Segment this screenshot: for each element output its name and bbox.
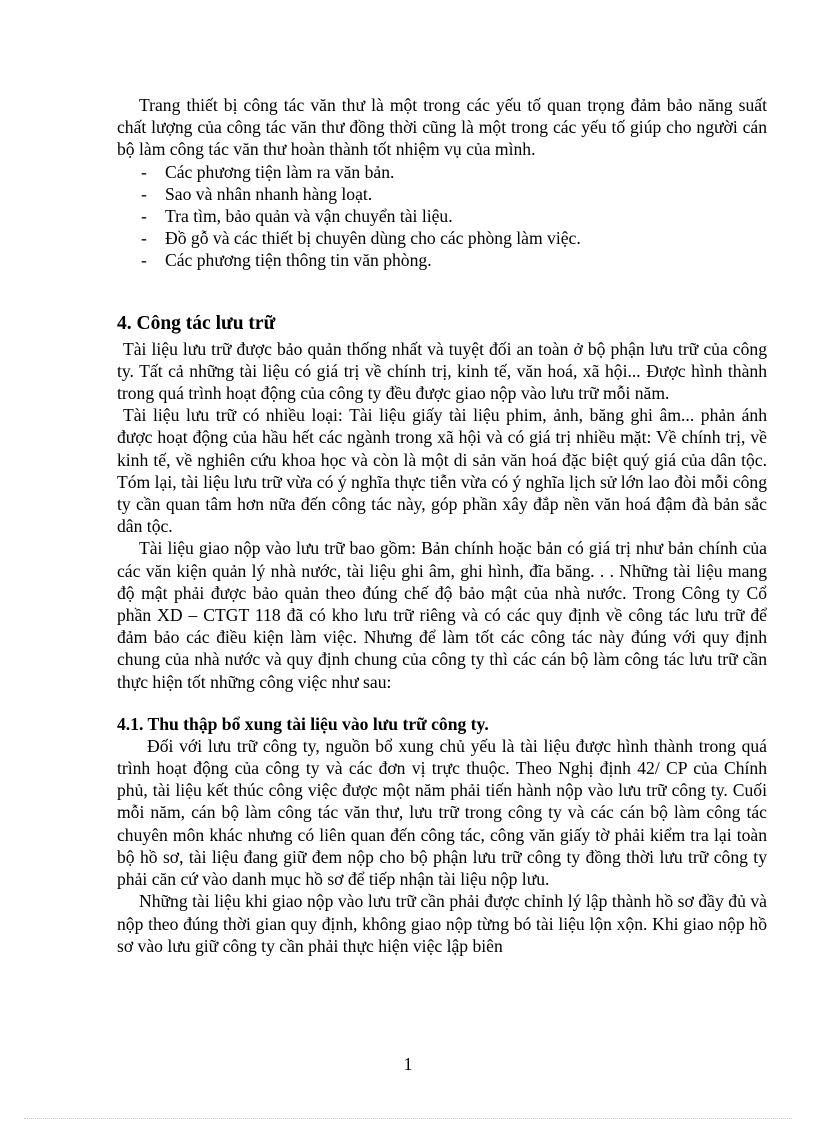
list-item [117, 183, 767, 205]
list-marker: - [141, 161, 147, 182]
list-item-text: Các phương tiện thông tin văn phòng. [165, 250, 432, 271]
page-number: 1 [403, 1054, 413, 1074]
list-item-text: Sao và nhân nhanh hàng loạt. [165, 183, 373, 204]
list-item [117, 161, 767, 183]
footer-divider [24, 1118, 792, 1119]
section-4-1-heading: 4.1. Thu thập bổ xung tài liệu vào lưu trữ công ty. [117, 713, 489, 734]
section-4-paragraph-1: Tài liệu lưu trữ được bảo quản thống nhất và tuyệt đối an toàn ở bộ phận lưu trữ của công ty. Tất cả những tài liệu có giá trị về chính trị, kinh tế, văn hoá, xã hội... Được hình thành trong quá trình hoạt động của công ty đều được giao nộp vào lưu trữ mỗi năm. [117, 338, 767, 404]
section-4-1-paragraph-2: Những tài liệu khi giao nộp vào lưu trữ cần phải được chỉnh lý lập thành hồ sơ đầy đủ và nộp theo đúng thời gian quy định, không giao nộp từng bó tài liệu lộn xộn. Khi giao nộp hồ sơ vào lưu giữ công ty cần phải thực hiện việc lập biên [117, 891, 767, 956]
section-4-paragraph-2: Tài liệu lưu trữ có nhiều loại: Tài liệu giấy tài liệu phim, ảnh, băng ghi âm... phản ánh được hoạt động của hầu hết các ngành trong xã hội và có giá trị nhiều mặt: Về chính trị, về kinh tế, về nghiên cứu khoa học và còn là một di sản văn hoá đặc biệt quý giá của dân tộc. Tóm lại, tài liệu lưu trữ vừa có ý nghĩa thực tiễn vừa có ý nghĩa lịch sử lớn lao đòi mỗi công ty cần quan tâm hơn nữa đến công tác này, góp phần xây đắp nền văn hoá đậm đà bản sắc dân tộc. [117, 405, 767, 537]
intro-paragraph: Trang thiết bị công tác văn thư là một trong các yếu tố quan trọng đảm bảo năng suất chất lượng của công tác văn thư đồng thời cũng là một trong các yếu tố giúp cho người cán bộ làm công tác văn thư hoàn thành tốt nhiệm vụ của mình. [117, 95, 767, 160]
equipment-list [117, 161, 767, 272]
list-marker: - [141, 250, 147, 271]
section-4-1-paragraph-1: Đối với lưu trữ công ty, nguồn bổ xung chủ yếu là tài liệu được hình thành trong quá trình hoạt động của công ty và các đơn vị trực thuộc. Theo Nghị định 42/ CP của Chính phủ, tài liệu kết thúc công việc được một năm phải tiến hành nộp vào lưu trữ công ty. Cuối mỗi năm, cán bộ làm công tác văn thư, lưu trữ trong công ty và các cán bộ làm công tác chuyên môn khác nhưng có liên quan đến công tác, công văn giấy tờ phải kiểm tra lại toàn bộ hồ sơ, tài liệu đang giữ đem nộp cho bộ phận lưu trữ công ty đồng thời lưu trữ công ty phải căn cứ vào danh mục hồ sơ để tiếp nhận tài liệu nộp lưu. [117, 735, 767, 890]
list-marker: - [141, 183, 147, 204]
list-item-text: Đồ gỗ và các thiết bị chuyên dùng cho các phòng làm việc. [165, 228, 581, 249]
list-marker: - [141, 206, 147, 227]
section-4-paragraph-3: Tài liệu giao nộp vào lưu trữ bao gồm: Bản chính hoặc bản có giá trị như bản chính của các văn kiện quản lý nhà nước, tài liệu ghi âm, ghi hình, đĩa băng. . . Những tài liệu mang độ mật phải được bảo quản theo đúng chế độ bảo mật của nhà nước. Trong Công ty Cổ phần XD – CTGT 118 đã có kho lưu trữ riêng và có các quy định về công tác lưu trữ để đảm bảo các điều kiện làm việc. Nhưng để làm tốt các công tác này đúng với quy định chung của nhà nước và quy định chung của công ty thì các cán bộ làm công tác lưu trữ cần thực hiện tốt những công việc như sau: [117, 538, 767, 692]
list-item-text: Các phương tiện làm ra văn bản. [165, 161, 395, 182]
list-item [117, 249, 767, 271]
document-page [117, 94, 767, 957]
list-item [117, 205, 767, 227]
list-item [117, 227, 767, 249]
section-4-heading: 4. Công tác lưu trữ [117, 312, 276, 334]
list-marker: - [141, 228, 147, 249]
list-item-text: Tra tìm, bảo quản và vận chuyển tài liệu. [165, 206, 453, 227]
